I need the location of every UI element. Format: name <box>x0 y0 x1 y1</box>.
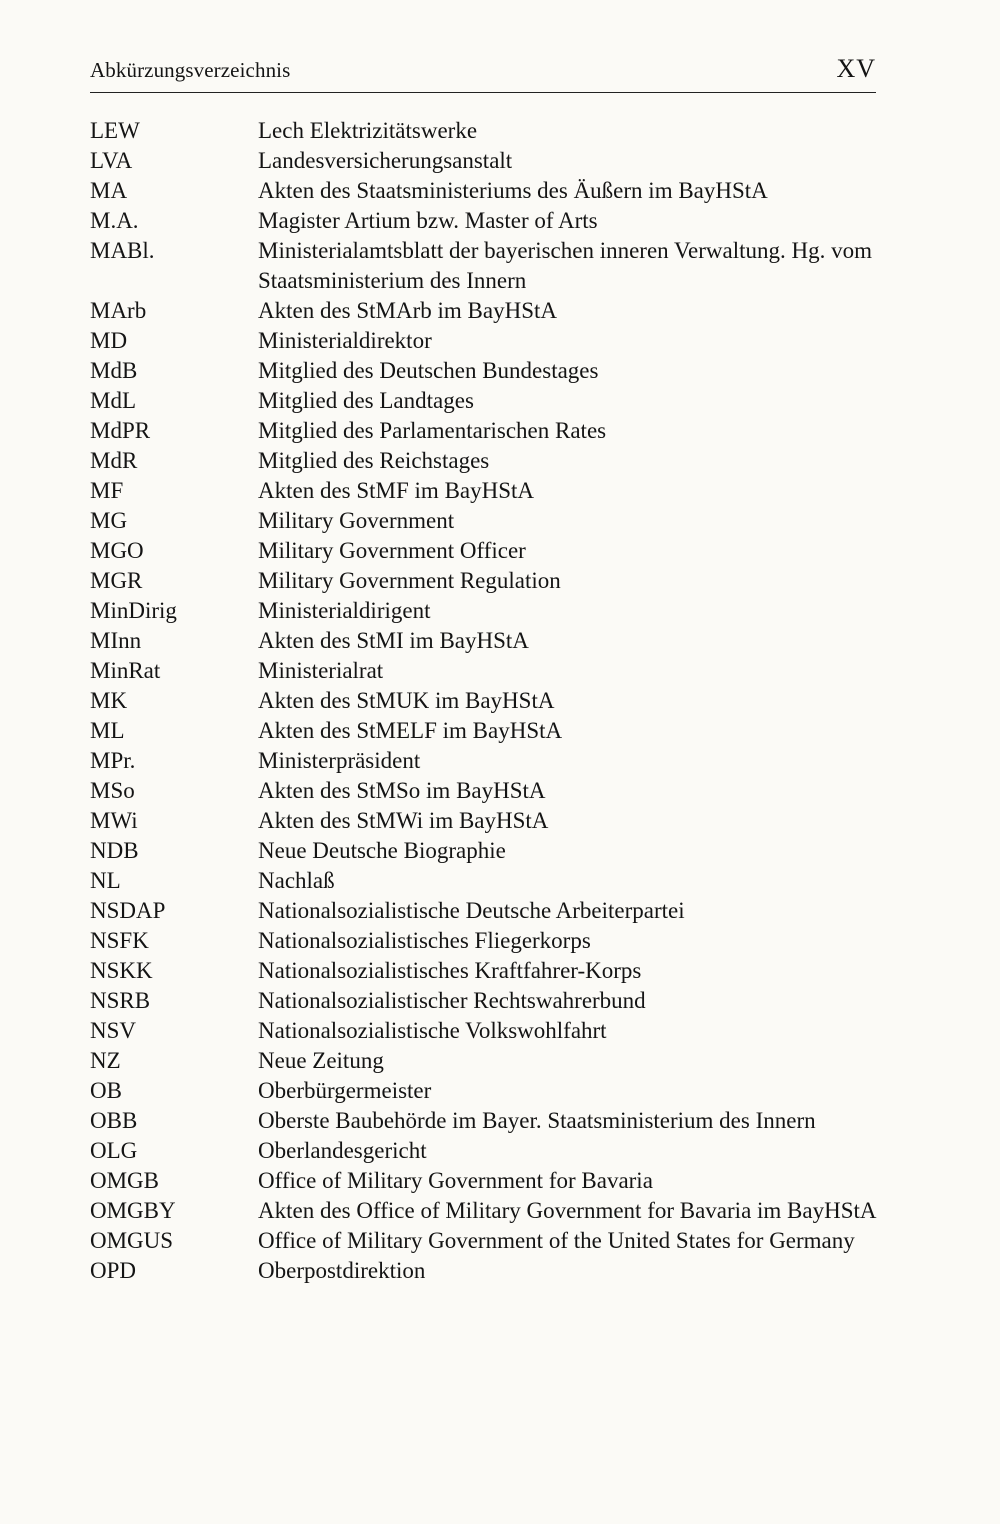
abbreviation-entry <box>90 686 880 716</box>
abbreviation-expansion: Military Government <box>258 508 455 533</box>
abbreviation-term: OB <box>90 1078 122 1103</box>
abbreviation-entry <box>90 206 880 236</box>
abbreviation-entry <box>90 506 880 536</box>
abbreviation-term: OPD <box>90 1258 137 1283</box>
abbreviation-entry <box>90 416 880 446</box>
abbreviation-entry <box>90 116 880 146</box>
abbreviation-term: NSDAP <box>90 898 166 923</box>
abbreviation-term: MF <box>90 478 124 503</box>
abbreviation-entry <box>90 146 880 176</box>
abbreviation-entry <box>90 986 880 1016</box>
abbreviation-term: MdB <box>90 358 138 383</box>
abbreviation-entry <box>90 806 880 836</box>
abbreviation-term: LVA <box>90 148 133 173</box>
abbreviation-expansion: Ministerpräsident <box>258 748 421 773</box>
abbreviation-entry <box>90 836 880 866</box>
abbreviation-expansion: Nachlaß <box>258 868 335 893</box>
abbreviation-term: NSFK <box>90 928 149 953</box>
abbreviation-entry <box>90 716 880 746</box>
abbreviation-expansion: Oberpostdirektion <box>258 1258 426 1283</box>
abbreviation-expansion: Military Government Regulation <box>258 568 561 593</box>
abbreviation-term: OLG <box>90 1138 138 1163</box>
abbreviation-expansion: Office of Military Government for Bavaria <box>258 1168 653 1193</box>
abbreviation-expansion: Nationalsozialistischer Rechtswahrerbund <box>258 988 646 1013</box>
abbreviation-expansion: Neue Zeitung <box>258 1048 384 1073</box>
abbreviation-entry <box>90 446 880 476</box>
abbreviation-expansion: Akten des Office of Military Government for Bavaria im BayHStA <box>258 1198 877 1223</box>
abbreviation-entry <box>90 1076 880 1106</box>
abbreviation-entry <box>90 926 880 956</box>
abbreviation-term: MinDirig <box>90 598 177 623</box>
abbreviation-expansion: Ministerialdirigent <box>258 598 431 623</box>
abbreviation-entry <box>90 656 880 686</box>
abbreviation-term: NDB <box>90 838 139 863</box>
abbreviation-expansion: Mitglied des Deutschen Bundestages <box>258 358 599 383</box>
abbreviation-list <box>90 116 880 1286</box>
abbreviation-term: MWi <box>90 808 138 833</box>
abbreviation-term: MSo <box>90 778 135 803</box>
abbreviation-expansion: Akten des StMSo im BayHStA <box>258 778 546 803</box>
abbreviation-entry <box>90 1046 880 1076</box>
abbreviation-term: MArb <box>90 298 147 323</box>
abbreviation-term: OMGB <box>90 1168 160 1193</box>
abbreviation-term: MdR <box>90 448 138 473</box>
abbreviation-entry <box>90 1136 880 1166</box>
abbreviation-term: M.A. <box>90 208 139 233</box>
abbreviation-expansion: Akten des StMF im BayHStA <box>258 478 535 503</box>
abbreviation-entry <box>90 326 880 356</box>
abbreviation-term: OMGUS <box>90 1228 174 1253</box>
abbreviation-entry <box>90 356 880 386</box>
abbreviation-term: OBB <box>90 1108 138 1133</box>
abbreviation-term: MA <box>90 178 128 203</box>
abbreviation-expansion: Neue Deutsche Biographie <box>258 838 506 863</box>
abbreviation-expansion: Oberbürgermeister <box>258 1078 432 1103</box>
abbreviation-expansion: Oberste Baubehörde im Bayer. Staatsministerium des Innern <box>258 1108 816 1133</box>
abbreviation-term: OMGBY <box>90 1198 176 1223</box>
abbreviation-term: MD <box>90 328 128 353</box>
abbreviation-term: MG <box>90 508 128 533</box>
abbreviation-term: MinRat <box>90 658 161 683</box>
abbreviation-term: NZ <box>90 1048 121 1073</box>
abbreviation-expansion: Office of Military Government of the United States for Germany <box>258 1228 855 1253</box>
abbreviation-term: MdL <box>90 388 136 413</box>
page-number: XV <box>836 54 876 83</box>
abbreviation-entry <box>90 1166 880 1196</box>
abbreviation-expansion: Ministerialamtsblatt der bayerischen inneren Verwaltung. Hg. vom Staatsministerium des Innern <box>258 238 873 293</box>
abbreviation-expansion: Mitglied des Reichstages <box>258 448 490 473</box>
abbreviation-entry <box>90 386 880 416</box>
abbreviation-expansion: Landesversicherungsanstalt <box>258 148 513 173</box>
abbreviation-term: MInn <box>90 628 142 653</box>
abbreviation-expansion: Military Government Officer <box>258 538 526 563</box>
abbreviation-expansion: Lech Elektrizitätswerke <box>258 118 478 143</box>
running-title: Abkürzungsverzeichnis <box>90 58 291 82</box>
abbreviation-term: NSRB <box>90 988 151 1013</box>
abbreviation-expansion: Nationalsozialistische Volkswohlfahrt <box>258 1018 607 1043</box>
abbreviation-entry <box>90 1016 880 1046</box>
abbreviation-entry <box>90 476 880 506</box>
abbreviation-expansion: Ministerialrat <box>258 658 384 683</box>
abbreviation-expansion: Akten des StMELF im BayHStA <box>258 718 563 743</box>
abbreviation-term: NSKK <box>90 958 153 983</box>
abbreviation-entry <box>90 746 880 776</box>
abbreviation-entry <box>90 536 880 566</box>
abbreviation-term: MABl. <box>90 238 155 263</box>
abbreviation-entry <box>90 1256 880 1286</box>
abbreviation-expansion: Oberlandesgericht <box>258 1138 427 1163</box>
abbreviation-term: MPr. <box>90 748 136 773</box>
abbreviation-term: ML <box>90 718 125 743</box>
abbreviation-entry <box>90 596 880 626</box>
abbreviation-expansion: Nationalsozialistische Deutsche Arbeiterpartei <box>258 898 685 923</box>
abbreviation-entry <box>90 1106 880 1136</box>
abbreviation-term: MK <box>90 688 128 713</box>
abbreviation-expansion: Nationalsozialistisches Kraftfahrer-Korps <box>258 958 642 983</box>
abbreviation-entry <box>90 776 880 806</box>
page-header <box>90 56 876 93</box>
abbreviation-term: MdPR <box>90 418 151 443</box>
abbreviation-expansion: Akten des StMWi im BayHStA <box>258 808 549 833</box>
abbreviation-expansion: Ministerialdirektor <box>258 328 432 353</box>
abbreviation-term: MGR <box>90 568 143 593</box>
abbreviation-entry <box>90 626 880 656</box>
abbreviation-entry <box>90 1226 880 1256</box>
abbreviation-expansion: Magister Artium bzw. Master of Arts <box>258 208 598 233</box>
abbreviation-entry <box>90 176 880 206</box>
abbreviation-term: LEW <box>90 118 140 143</box>
abbreviation-expansion: Nationalsozialistisches Fliegerkorps <box>258 928 591 953</box>
abbreviation-expansion: Mitglied des Parlamentarischen Rates <box>258 418 607 443</box>
abbreviation-term: NL <box>90 868 121 893</box>
abbreviation-entry <box>90 866 880 896</box>
abbreviation-term: NSV <box>90 1018 137 1043</box>
abbreviation-entry <box>90 896 880 926</box>
abbreviation-expansion: Akten des Staatsministeriums des Äußern im BayHStA <box>258 178 768 203</box>
abbreviation-expansion: Akten des StMUK im BayHStA <box>258 688 555 713</box>
abbreviation-expansion: Akten des StMI im BayHStA <box>258 628 529 653</box>
abbreviation-entry <box>90 566 880 596</box>
abbreviation-entry <box>90 296 880 326</box>
abbreviation-expansion: Akten des StMArb im BayHStA <box>258 298 557 323</box>
abbreviation-entry <box>90 956 880 986</box>
abbreviation-term: MGO <box>90 538 144 563</box>
abbreviation-entry <box>90 236 880 296</box>
abbreviation-expansion: Mitglied des Landtages <box>258 388 474 413</box>
abbreviation-entry <box>90 1196 880 1226</box>
